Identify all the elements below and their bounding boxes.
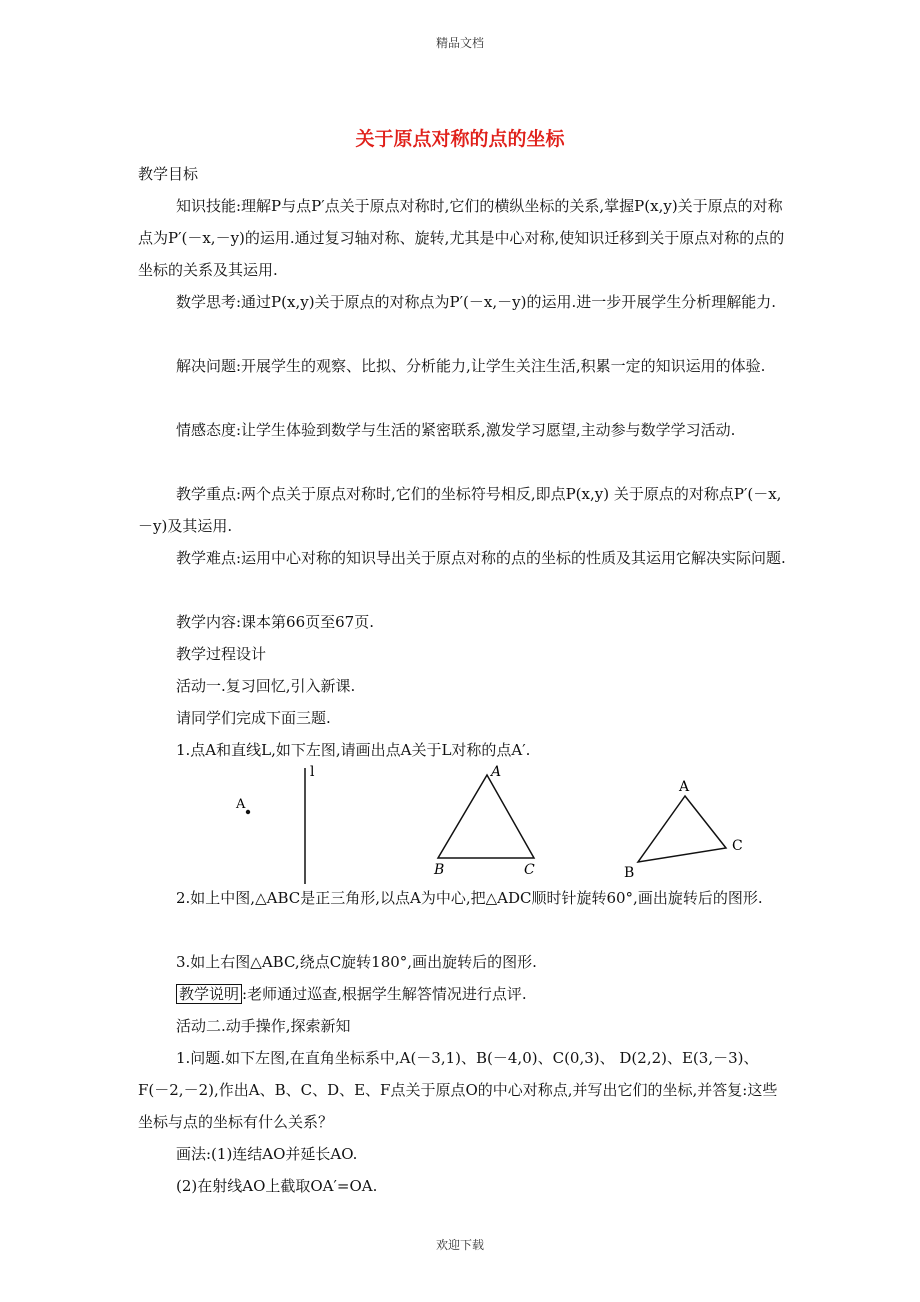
vertex-a-label: A xyxy=(491,764,502,780)
point-a-label: A xyxy=(236,797,246,812)
paragraph-question-2: 2.如上中图,△ABC是正三角形,以点A为中心,把△ADC顺时针旋转60°,画出旋转后的图形. xyxy=(176,889,763,907)
section-heading-objectives: 教学目标 xyxy=(138,165,199,183)
paragraph-attitude: 情感态度:让学生体验到数学与生活的紧密联系,激发学习愿望,主动参与数学学习活动. xyxy=(176,421,736,439)
vertex-c-label-right: C xyxy=(732,838,743,854)
line-label: l xyxy=(310,764,315,780)
figure-point-and-line xyxy=(228,760,328,890)
triangle-abc-right xyxy=(638,796,726,862)
paragraph-activity-1: 活动一.复习回忆,引入新课. xyxy=(176,677,356,695)
point-a xyxy=(246,810,250,814)
paragraph-question-1: 1.点A和直线L,如下左图,请画出点A关于L对称的点A′. xyxy=(176,741,531,759)
paragraph-method-2: (2)在射线AO上截取OA′=OA. xyxy=(176,1177,378,1195)
paragraph-difficulty: 教学难点:运用中心对称的知识导出关于原点对称的点的坐标的性质及其运用它解决实际问题. xyxy=(176,549,786,567)
paragraph-content: 教学内容:课本第66页至67页. xyxy=(176,613,374,631)
paragraph-activity-2: 活动二.动手操作,探索新知 xyxy=(176,1017,351,1035)
vertex-b-label-right: B xyxy=(624,865,635,881)
vertex-c-label: C xyxy=(524,862,535,878)
paragraph-knowledge: 知识技能:理解P与点P′点关于原点对称时,它们的横纵坐标的关系,掌握P(x,y)关于原点的对称点为P′(－x,－y)的运用.通过复习轴对称、旋转,尤其是中心对称,使知识迁移到关于原点对称的点的坐标的关系及其运用. xyxy=(138,197,785,279)
paragraph-thinking: 数学思考:通过P(x,y)关于原点的对称点为P′(－x,－y)的运用.进一步开展学生分析理解能力. xyxy=(176,293,776,311)
paragraph-teaching-note: 教学说明 :老师通过巡查,根据学生解答情况进行点评. xyxy=(138,978,788,1010)
paragraph-problem: 1.问题.如下左图,在直角坐标系中,A(－3,1)、B(－4,0)、C(0,3)、 D(2,2)、E(3,－3)、F(－2,－2),作出A、B、C、D、E、F点关于原点O的中心对称点,并写出它们的坐标,并答复:这些坐标与点的坐标有什么关系？ xyxy=(138,1049,778,1131)
paragraph-problem-solving: 解决问题:开展学生的观察、比拟、分析能力,让学生关注生活,积累一定的知识运用的体验. xyxy=(176,357,766,375)
triangle-abc xyxy=(438,775,534,858)
paragraph-process: 教学过程设计 xyxy=(176,645,267,663)
figure-equilateral-triangle xyxy=(428,760,568,880)
vertex-b-label: B xyxy=(434,862,445,878)
paragraph-method-1: 画法:(1)连结AO并延长AO. xyxy=(176,1145,358,1163)
document-title: 关于原点对称的点的坐标 xyxy=(355,128,565,150)
note-label-box: 教学说明 xyxy=(176,984,242,1004)
vertex-a-label-right: A xyxy=(679,779,690,795)
page-footer: 欢迎下载 xyxy=(435,1238,484,1252)
paragraph-key-point: 教学重点:两个点关于原点对称时,它们的坐标符号相反,即点P(x,y) 关于原点的对称点P′(－x,－y)及其运用. xyxy=(138,485,782,535)
page-header: 精品文档 xyxy=(435,36,484,50)
paragraph-instructions: 请同学们完成下面三题. xyxy=(176,709,331,727)
figure-scalene-triangle xyxy=(622,770,762,890)
paragraph-question-3: 3.如上右图△ABC,绕点C旋转180°,画出旋转后的图形. xyxy=(176,953,537,971)
